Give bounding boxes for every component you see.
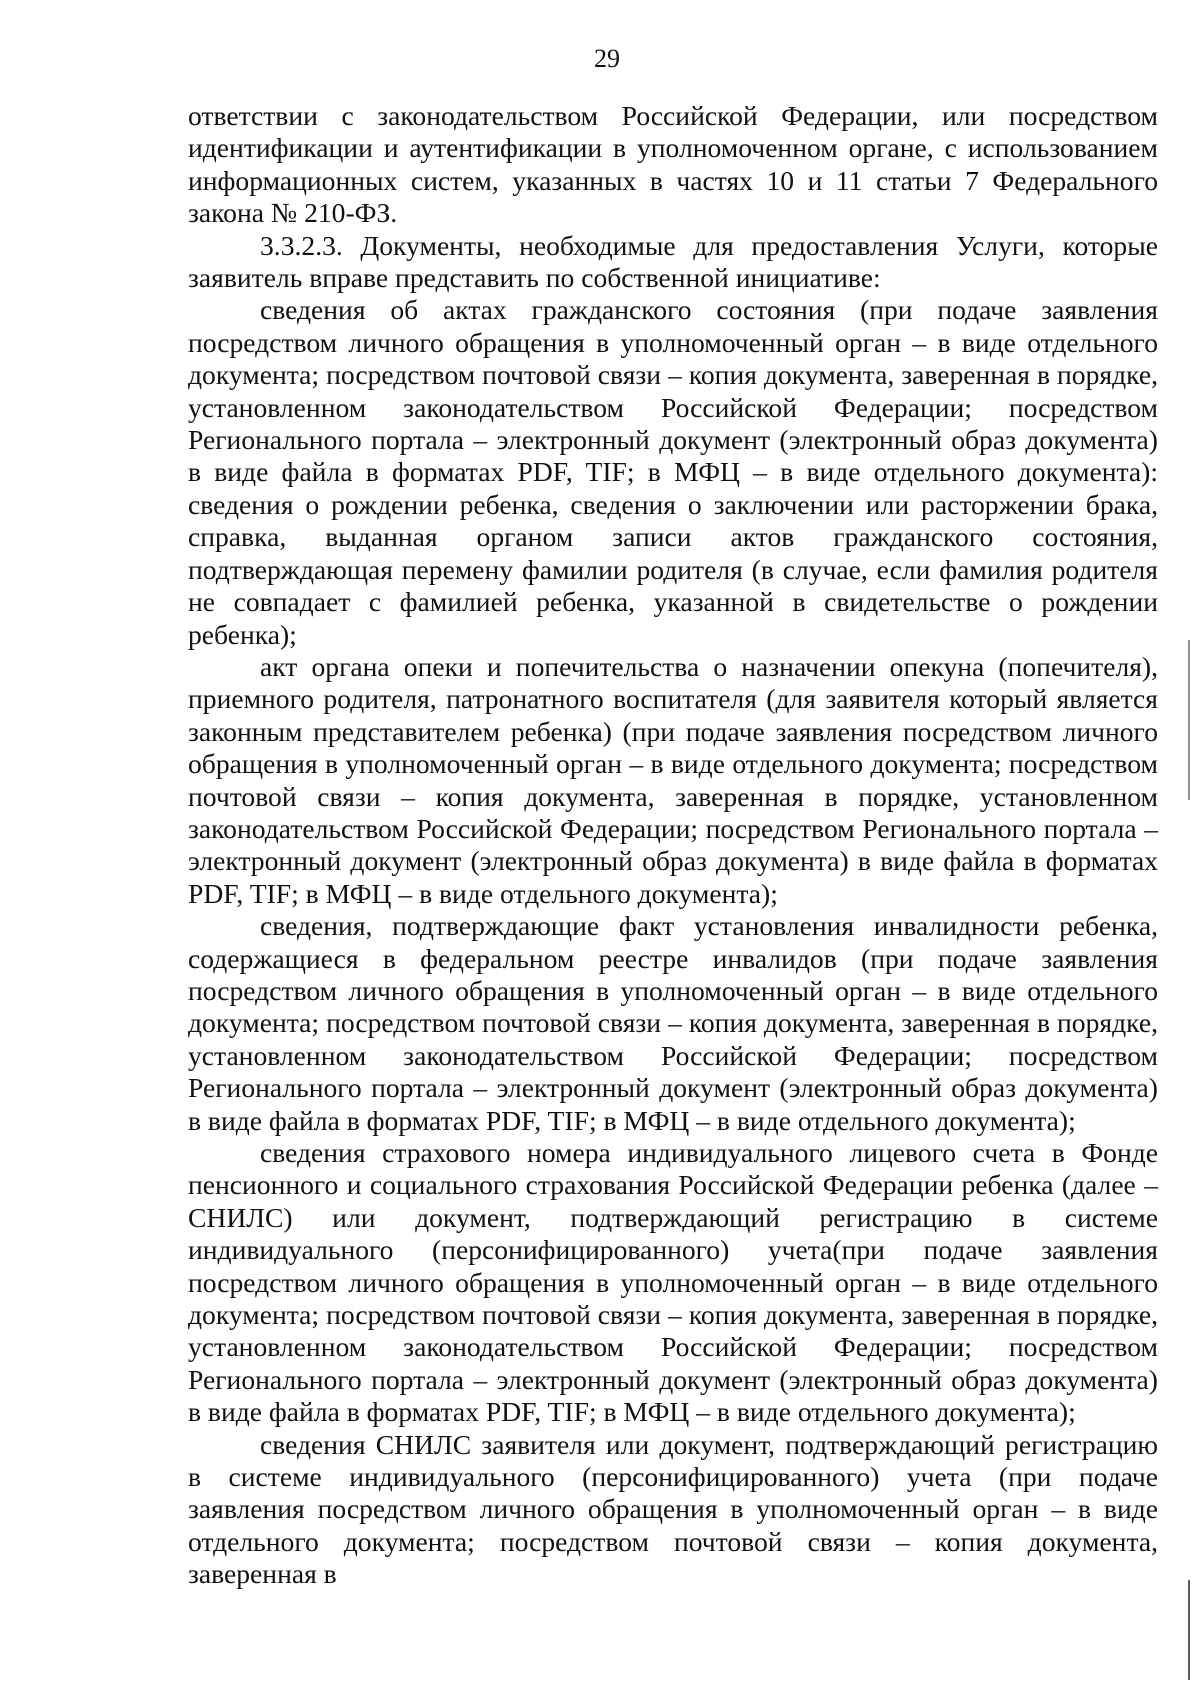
paragraph-section-3-3-2-3: 3.3.2.3. Документы, необходимые для предоставления Услуги, которые заявитель вправе представить по собственной инициативе:	[188, 229, 1158, 294]
paragraph-civil-status-records: сведения об актах гражданского состояния (при подаче заявления посредством личного обращения в уполномоченный орган – в виде отдельного документа; посредством почтовой связи – копия документа, заверенная в порядке, установленном законодательством Российской Федерации; посредством Регионального портала – электронный документ (электронный образ документа) в виде файла в форматах PDF, TIF; в МФЦ – в виде отдельного документа): сведения о рождении ребенка, сведения о заключении или расторжении брака, справка, выданная органом записи актов гражданского состояния, подтверждающая перемену фамилии родителя (в случае, если фамилия родителя не совпадает с фамилией ребенка, указанной в свидетельстве о рождении ребенка);	[188, 294, 1158, 650]
paragraph-disability-info: сведения, подтверждающие факт установления инвалидности ребенка, содержащиеся в федеральном реестре инвалидов (при подаче заявления посредством личного обращения в уполномоченный орган – в виде отдельного документа; посредством почтовой связи – копия документа, заверенная в порядке, установленном законодательством Российской Федерации; посредством Регионального портала – электронный документ (электронный образ документа) в виде файла в форматах PDF, TIF; в МФЦ – в виде отдельного документа);	[188, 910, 1158, 1136]
paragraph-child-snils: сведения страхового номера индивидуального лицевого счета в Фонде пенсионного и социального страхования Российской Федерации ребенка (далее – СНИЛС) или документ, подтверждающий регистрацию в системе индивидуального (персонифицированного) учета(при подаче заявления посредством личного обращения в уполномоченный орган – в виде отдельного документа; посредством почтовой связи – копия документа, заверенная в порядке, установленном законодательством Российской Федерации; посредством Регионального портала – электронный документ (электронный образ документа) в виде файла в форматах PDF, TIF; в МФЦ – в виде отдельного документа);	[188, 1137, 1158, 1428]
paragraph-guardianship-act: акт органа опеки и попечительства о назначении опекуна (попечителя), приемного родителя, патронатного воспитателя (для заявителя который является законным представителем ребенка) (при подаче заявления посредством личного обращения в уполномоченный орган – в виде отдельного документа; посредством почтовой связи – копия документа, заверенная в порядке, установленном законодательством Российской Федерации; посредством Регионального портала – электронный документ (электронный образ документа) в виде файла в форматах PDF, TIF; в МФЦ – в виде отдельного документа);	[188, 650, 1158, 909]
scan-margin-mark	[1188, 640, 1190, 800]
body-text	[188, 100, 1158, 1591]
paragraph-applicant-snils: сведения СНИЛС заявителя или документ, подтверждающий регистрацию в системе индивидуального (персонифицированного) учета (при подаче заявления посредством личного обращения в уполномоченный орган – в виде отдельного документа; посредством почтовой связи – копия документа, заверенная в	[188, 1428, 1158, 1590]
page-number: 29	[594, 44, 620, 73]
scan-margin-mark	[1188, 1580, 1190, 1680]
paragraph-continuation: ответствии с законодательством Российской Федерации, или посредством идентификации и аутентификации в уполномоченном органе, с использованием информационных систем, указанных в частях 10 и 11 статьи 7 Федерального закона № 210-ФЗ.	[188, 100, 1158, 229]
